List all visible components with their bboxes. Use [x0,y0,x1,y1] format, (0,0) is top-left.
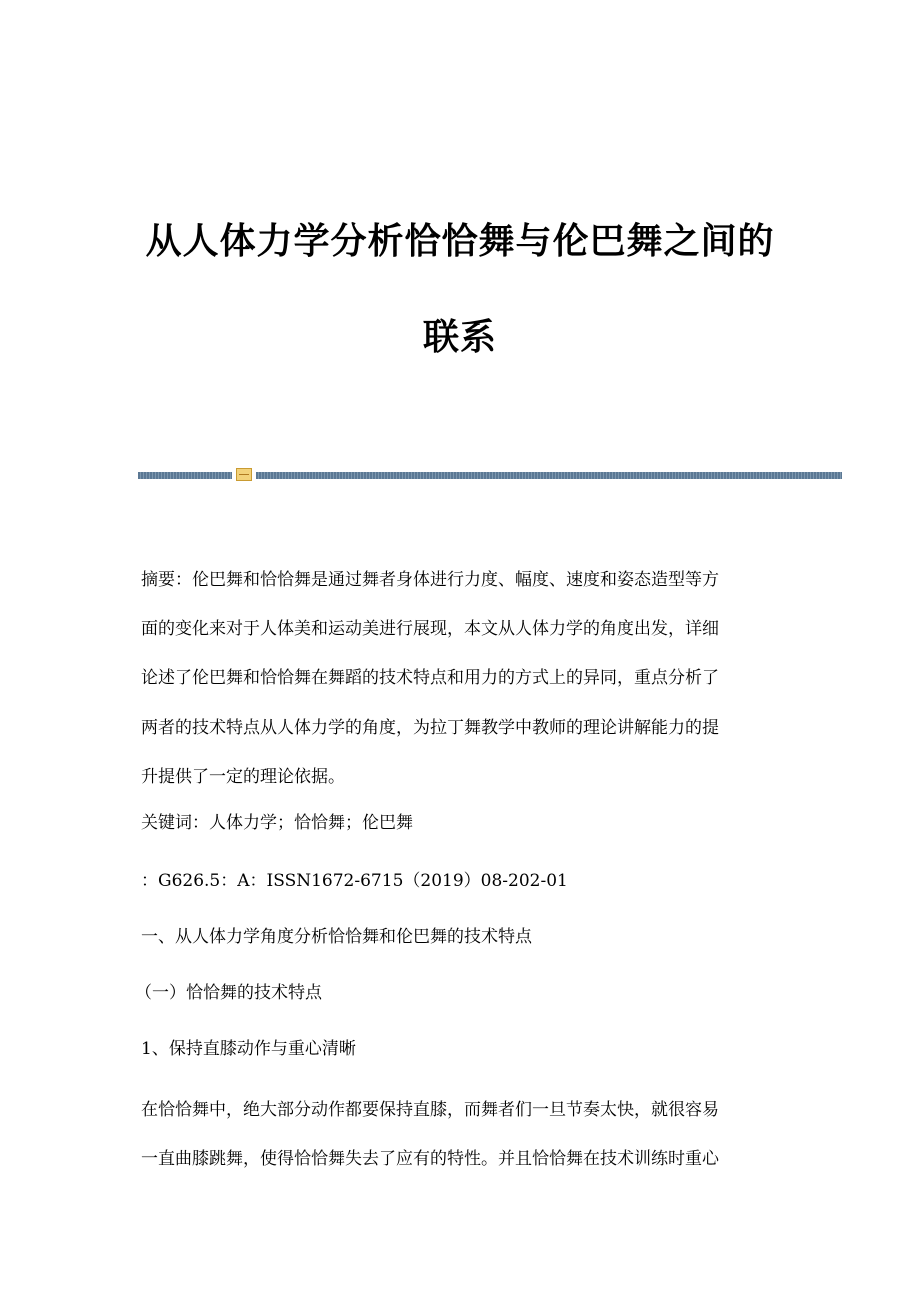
title-divider [138,468,842,482]
body-paragraph [141,1086,781,1184]
abstract-line: 两者的技术特点从人体力学的角度，为拉丁舞教学中教师的理论讲解能力的提 [141,717,719,738]
body-line: 在恰恰舞中，绝大部分动作都要保持直膝，而舞者们一旦节奏太快，就很容易 [141,1100,719,1120]
abstract-line: 论述了伦巴舞和恰恰舞在舞蹈的技术特点和用力的方式上的异同，重点分析了 [141,668,719,689]
paper-title-line-2: 联系 [422,317,497,358]
subsubsection-heading: 1、保持直膝动作与重心清晰 [141,1039,356,1059]
divider-ornament-icon [236,468,252,481]
abstract-line: 摘要：伦巴舞和恰恰舞是通过舞者身体进行力度、幅度、速度和姿态造型等方 [141,570,719,590]
divider-bar-left [138,472,232,479]
paper-title-line-1: 从人体力学分析恰恰舞与伦巴舞之间的 [145,221,775,262]
classification-line: ：G626.5：A：ISSN1672-6715（2019）08-202-01 [141,871,568,891]
abstract-line: 面的变化来对于人体美和运动美进行展现，本文从人体力学的角度出发，详细 [141,619,719,640]
body-line: 一直曲膝跳舞，使得恰恰舞失去了应有的特性。并且恰恰舞在技术训练时重心 [141,1149,719,1170]
divider-bar-right [256,472,842,479]
keywords-line: 关键词：人体力学；恰恰舞；伦巴舞 [141,813,413,833]
abstract-line: 升提供了一定的理论依据。 [141,766,345,787]
section-heading-1: 一、从人体力学角度分析恰恰舞和伦巴舞的技术特点 [141,927,532,947]
abstract-paragraph [141,556,781,802]
subsection-heading: （一）恰恰舞的技术特点 [135,983,322,1003]
